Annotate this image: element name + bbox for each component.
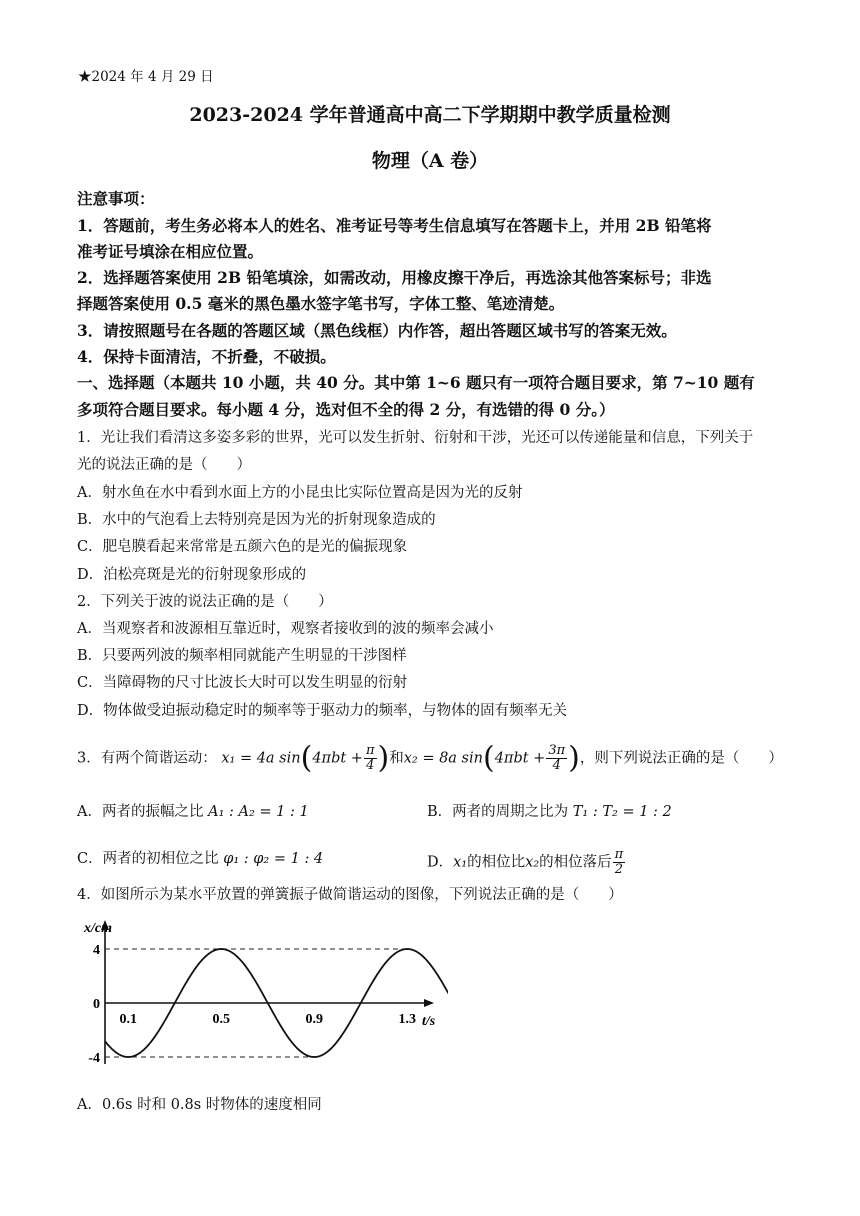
q1-stem: 光的说法正确的是（ ） xyxy=(77,457,251,473)
y-tick-label: 0 xyxy=(93,997,100,1012)
q1-option-d: D．泊松亮斑是光的衍射现象形成的 xyxy=(77,567,307,583)
q3-x2-fraction xyxy=(546,744,567,773)
option-math: A₁ : A₂ = 1 : 1 xyxy=(208,804,309,820)
denominator: 2 xyxy=(614,862,624,877)
option-math: x₂ xyxy=(525,854,540,871)
q2-stem: 2．下列关于波的说法正确的是（ ） xyxy=(77,594,333,610)
numerator: 3π xyxy=(548,743,566,758)
q3-option-b xyxy=(427,801,672,823)
q3-option-c xyxy=(77,848,323,870)
data-point xyxy=(104,1041,105,1042)
exam-title: 2023-2024 学年普通高中高二下学期期中教学质量检测 xyxy=(189,104,671,126)
notice-line: 4．保持卡面清洁，不折叠，不破损。 xyxy=(77,347,336,366)
y-tick-label: -4 xyxy=(88,1051,100,1066)
option-text: B．两者的周期之比为 xyxy=(427,804,569,820)
q3-x1-fraction xyxy=(364,744,377,773)
exam-subtitle: 物理（A 卷） xyxy=(371,150,489,172)
option-math: φ₁ : φ₂ = 1 : 4 xyxy=(223,851,324,867)
x-tick-label: 0.9 xyxy=(305,1012,323,1027)
data-point xyxy=(221,948,222,949)
data-point xyxy=(174,1002,175,1003)
q3-option-a xyxy=(77,801,309,823)
notice-heading: 注意事项： xyxy=(77,189,155,208)
data-point xyxy=(197,964,198,965)
data-point xyxy=(360,1002,361,1003)
paren: ( xyxy=(300,740,313,776)
q3-and: 和 xyxy=(389,750,404,767)
notice-line: 准考证号填涂在相应位置。 xyxy=(77,242,264,261)
data-point xyxy=(430,964,431,965)
section-heading: 一、选择题（本题共 10 小题，共 40 分。其中第 1~6 题只有一项符合题目要求，第 7~10 题有 xyxy=(77,373,755,392)
q3-option-d xyxy=(427,848,626,877)
q1-option-c: C．肥皂膜看起来常常是五颜六色的是光的偏振现象 xyxy=(77,539,408,555)
notice-line: 择题答案使用 0.5 毫米的黑色墨水签字笔书写，字体工整、笔迹清楚。 xyxy=(77,294,565,313)
data-point xyxy=(128,1056,129,1057)
x-tick-label: 1.3 xyxy=(398,1012,416,1027)
q3-x2-lhs: x₂ = 8a sin xyxy=(403,750,483,767)
q3-tail: ，则下列说法正确的是（ ） xyxy=(579,750,783,767)
numerator: π xyxy=(614,847,624,862)
q3-x2-arg: 4πbt + xyxy=(494,750,546,767)
exam-date: ★2024 年 4 月 29 日 xyxy=(78,69,214,85)
y-axis-label: x/cm xyxy=(84,921,112,936)
q3-stem xyxy=(77,740,783,776)
notice-line: 3．请按照题号在各题的答题区域（黑色线框）内作答，超出答题区域书写的答案无效。 xyxy=(77,321,677,340)
q2-option-a: A．当观察者和波源相互靠近时，观察者接收到的波的频率会减小 xyxy=(77,621,494,637)
option-text: C．两者的初相位之比 xyxy=(77,851,219,867)
q1-option-a: A．射水鱼在水中看到水面上方的小昆虫比实际位置高是因为光的反射 xyxy=(77,485,523,501)
paren: ) xyxy=(568,740,580,776)
denominator: 4 xyxy=(552,758,561,773)
q4-displacement-time-graph xyxy=(78,912,448,1072)
section-heading: 多项符合题目要求。每小题 4 分，选对但不全的得 2 分，有选错的得 0 分。） xyxy=(77,400,615,419)
option-text: 的相位落后 xyxy=(539,854,612,871)
option-text: 的相位比 xyxy=(467,854,526,871)
data-point xyxy=(383,964,384,965)
data-point xyxy=(151,1041,152,1042)
data-point xyxy=(407,948,408,949)
q1-stem: 1．光让我们看清这多姿多彩的世界，光可以发生折射、衍射和干涉，光还可以传递能量和信息，下列关于 xyxy=(77,430,754,446)
paren: ) xyxy=(377,740,390,776)
paren: ( xyxy=(482,740,495,776)
q1-option-b: B．水中的气泡看上去特别亮是因为光的折射现象造成的 xyxy=(77,512,436,528)
option-text: D． xyxy=(427,854,454,871)
data-point xyxy=(337,1041,338,1042)
data-point xyxy=(314,1056,315,1057)
option-math: x₁ xyxy=(453,854,468,871)
data-point xyxy=(244,964,245,965)
q3-lead: 3．有两个简谐运动： xyxy=(77,750,217,767)
x-axis-label: t/s xyxy=(422,1014,436,1029)
q2-option-c: C．当障碍物的尺寸比波长大时可以发生明显的衍射 xyxy=(77,675,408,691)
q4-option-a: A．0.6s 时和 0.8s 时物体的速度相同 xyxy=(77,1097,322,1113)
q3-x1-arg: 4πbt + xyxy=(312,750,363,767)
x-tick-label: 0.5 xyxy=(212,1012,230,1027)
q2-option-d: D．物体做受迫振动稳定时的频率等于驱动力的频率，与物体的固有频率无关 xyxy=(77,703,568,719)
x-axis-arrow xyxy=(424,999,434,1007)
q2-option-b: B．只要两列波的频率相同就能产生明显的干涉图样 xyxy=(77,648,407,664)
q3-optd-fraction xyxy=(613,848,626,877)
option-math: T₁ : T₂ = 1 : 2 xyxy=(572,804,672,820)
numerator: π xyxy=(365,743,375,758)
notice-line: 1．答题前，考生务必将本人的姓名、准考证号等考生信息填写在答题卡上，并用 2B 铅笔将 xyxy=(77,216,712,235)
notice-line: 2．选择题答案使用 2B 铅笔填涂，如需改动，用橡皮擦干净后，再选涂其他答案标号；非选 xyxy=(77,268,712,287)
option-text: A．两者的振幅之比 xyxy=(77,804,204,820)
x-tick-label: 0.1 xyxy=(119,1012,137,1027)
data-point xyxy=(267,1002,268,1003)
denominator: 4 xyxy=(366,758,375,773)
q4-stem: 4．如图所示为某水平放置的弹簧振子做简谐运动的图像，下列说法正确的是（ ） xyxy=(77,887,623,903)
y-tick-label: 4 xyxy=(93,943,100,958)
data-point xyxy=(290,1041,291,1042)
q3-x1-lhs: x₁ = 4a sin xyxy=(221,750,301,767)
